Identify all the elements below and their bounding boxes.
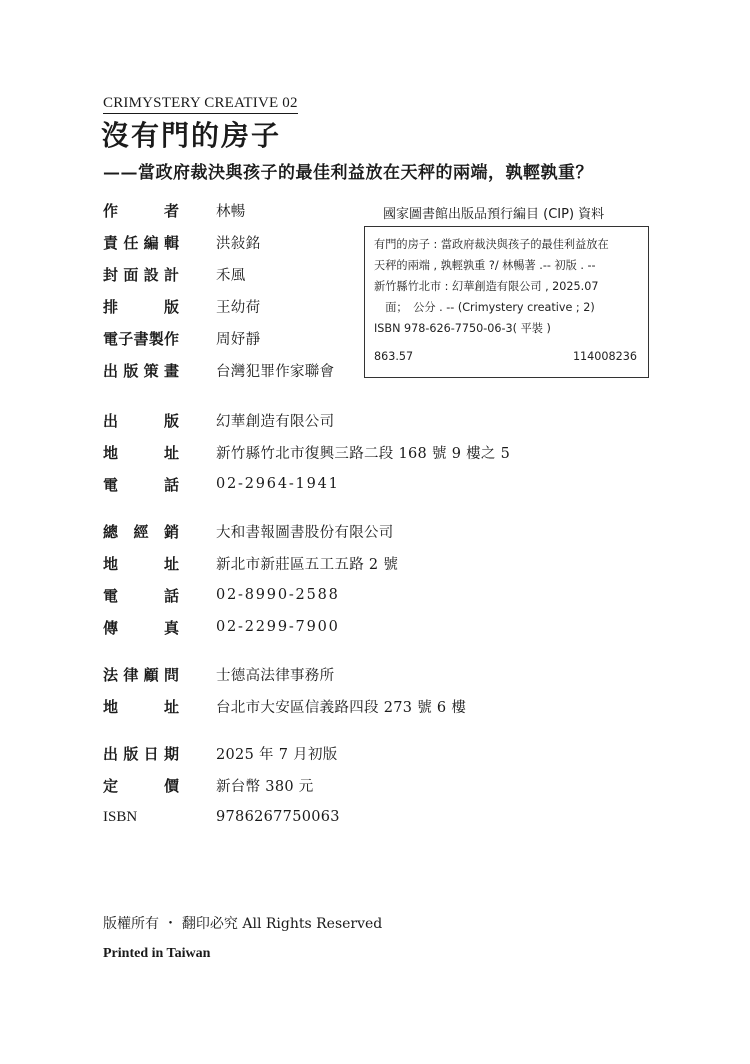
cip-line: 天秤的兩端 , 孰輕孰重 ?/ 林暢著 .-- 初版 . -- [374, 259, 596, 272]
publisher-value: 幻華創造有限公司 [216, 413, 335, 430]
publication-value: 新台幣 380 元 [216, 778, 314, 795]
book-title: 沒有門的房子 [101, 119, 282, 152]
legal-row-counsel [103, 663, 335, 685]
cip-line: ISBN 978-626-7750-06-3( 平裝 ) [374, 322, 551, 335]
credit-value: 禾風 [216, 267, 246, 284]
book-subtitle: ——當政府裁決與孩子的最佳利益放在天秤的兩端，孰輕孰重？ [103, 163, 593, 183]
distributor-value: 大和書報圖書股份有限公司 [216, 524, 394, 541]
publisher-label: 電 話 [103, 475, 179, 494]
distributor-row-fax [103, 616, 340, 638]
credit-row-ebook [103, 327, 261, 349]
legal-value: 士德高法律事務所 [216, 667, 335, 684]
cip-line: 新竹縣竹北市 : 幻華創造有限公司 , 2025.07 [374, 280, 599, 293]
publication-label: 出版日期 [103, 744, 179, 763]
cip-classification: 863.57 [374, 350, 414, 363]
credit-row-planning [103, 359, 335, 381]
publication-value: 2025 年 7 月初版 [216, 746, 338, 763]
cip-heading: 國家圖書館出版品預行編目 (CIP) 資料 [383, 207, 605, 222]
legal-value: 台北市大安區信義路四段 273 號 6 樓 [216, 699, 467, 716]
publication-row-price [103, 774, 314, 796]
credit-value: 洪敍銘 [216, 235, 261, 252]
printed-in: Printed in Taiwan [103, 946, 211, 961]
distributor-value: 02-2299-7900 [216, 619, 340, 635]
credit-label: 封面設計 [103, 265, 179, 284]
publisher-label: 地 址 [103, 443, 179, 462]
rights-notice: 版權所有 ・ 翻印必究 All Rights Reserved [103, 916, 383, 932]
publisher-row-address [103, 441, 511, 463]
publisher-row-name [103, 409, 335, 431]
series-name: CRIMYSTERY CREATIVE 02 [103, 95, 298, 114]
cip-record-number: 114008236 [572, 350, 637, 363]
publication-value: 9786267750063 [216, 809, 340, 825]
publication-row-isbn [103, 806, 340, 828]
publication-label: 定 價 [103, 776, 179, 795]
cip-line: 面； 公分 . -- (Crimystery creative ; 2) [374, 301, 595, 314]
distributor-value: 新北市新莊區五工五路 2 號 [216, 556, 399, 573]
distributor-row-name [103, 520, 394, 542]
credit-value: 台灣犯罪作家聯會 [216, 363, 335, 380]
credit-value: 林暢 [216, 203, 246, 220]
legal-label: 地 址 [103, 697, 179, 716]
credit-row-cover-design [103, 263, 246, 285]
distributor-row-address [103, 552, 399, 574]
cip-box [364, 226, 649, 378]
credit-label: 排 版 [103, 297, 179, 316]
distributor-value: 02-8990-2588 [216, 587, 340, 603]
credit-row-author [103, 199, 246, 221]
distributor-label: 傳 真 [103, 618, 179, 637]
cip-line: 有門的房子 : 當政府裁決與孩子的最佳利益放在 [374, 238, 609, 251]
distributor-row-phone [103, 584, 340, 606]
credit-label: 責任編輯 [103, 233, 179, 252]
distributor-label: 地 址 [103, 554, 179, 573]
publisher-row-phone [103, 473, 340, 495]
distributor-label: 總經銷 [103, 522, 179, 541]
publication-row-date [103, 742, 338, 764]
publisher-label: 出 版 [103, 411, 179, 430]
credit-value: 周妤靜 [216, 331, 261, 348]
credit-label: 電子書製作 [103, 329, 179, 348]
legal-label: 法律顧問 [103, 665, 179, 684]
credit-label: 作 者 [103, 201, 179, 220]
legal-row-address [103, 695, 467, 717]
credit-value: 王幼荷 [216, 299, 261, 316]
credit-row-typesetting [103, 295, 261, 317]
distributor-label: 電 話 [103, 586, 179, 605]
publisher-value: 新竹縣竹北市復興三路二段 168 號 9 樓之 5 [216, 445, 511, 462]
publication-label: ISBN [103, 808, 138, 825]
credit-row-editor [103, 231, 261, 253]
publisher-value: 02-2964-1941 [216, 476, 340, 492]
credit-label: 出版策畫 [103, 361, 179, 380]
